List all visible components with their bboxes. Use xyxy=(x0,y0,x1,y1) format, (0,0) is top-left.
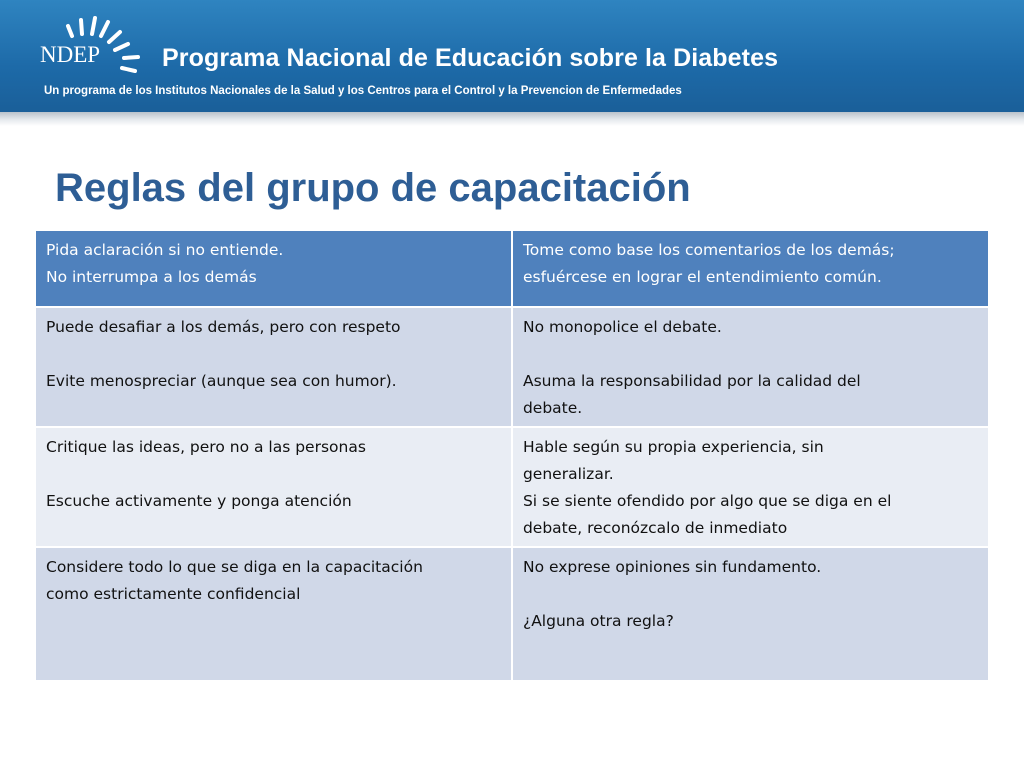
cell-line: como estrictamente confidencial xyxy=(46,585,301,603)
table-cell xyxy=(512,307,989,427)
cell-line: No monopolice el debate. xyxy=(522,318,722,336)
cell-line: Escuche activamente y ponga atención xyxy=(46,492,352,510)
program-title: Programa Nacional de Educación sobre la Diabetes xyxy=(162,44,779,72)
cell-spacer xyxy=(523,581,978,608)
cell-spacer xyxy=(46,341,501,368)
cell-line: Asuma la responsabilidad por la calidad del xyxy=(522,372,861,390)
table-row xyxy=(35,427,989,547)
table-cell xyxy=(512,230,989,307)
table-cell xyxy=(35,307,512,427)
slide-title: Reglas del grupo de capacitación xyxy=(55,166,691,210)
cell-line: ¿Alguna otra regla? xyxy=(522,612,674,630)
header-banner xyxy=(0,0,1024,112)
cell-line: debate. xyxy=(522,399,583,417)
table-cell xyxy=(35,427,512,547)
cell-line: generalizar. xyxy=(522,465,614,483)
cell-spacer xyxy=(523,341,978,368)
table-row xyxy=(35,307,989,427)
table-cell xyxy=(35,547,512,681)
ndep-logo xyxy=(40,12,150,82)
cell-line: No exprese opiniones sin fundamento. xyxy=(522,558,822,576)
cell-line: Evite menospreciar (aunque sea con humor). xyxy=(46,372,397,390)
cell-line: Critique las ideas, pero no a las personas xyxy=(46,438,366,456)
table-header-row xyxy=(35,230,989,307)
rules-table xyxy=(34,229,990,682)
program-subtitle: Un programa de los Institutos Nacionales de la Salud y los Centros para el Control y la Prevencion de Enfermedades xyxy=(44,85,682,97)
banner-shadow xyxy=(0,112,1024,126)
cell-line: Tome como base los comentarios de los demás; xyxy=(522,241,895,259)
table-cell xyxy=(35,230,512,307)
cell-line: No interrumpa a los demás xyxy=(46,268,257,286)
cell-line: debate, reconózcalo de inmediato xyxy=(522,519,788,537)
cell-line: Pida aclaración si no entiende. xyxy=(46,241,284,259)
cell-spacer xyxy=(46,461,501,488)
logo-text: NDEP xyxy=(40,42,101,67)
table-row xyxy=(35,547,989,681)
table-cell xyxy=(512,427,989,547)
cell-line: esfuércese en lograr el entendimiento común. xyxy=(522,268,882,286)
table-cell xyxy=(512,547,989,681)
cell-line: Hable según su propia experiencia, sin xyxy=(522,438,824,456)
cell-line: Puede desafiar a los demás, pero con respeto xyxy=(46,318,401,336)
cell-line: Considere todo lo que se diga en la capacitación xyxy=(46,558,423,576)
logo-dashes-icon xyxy=(40,12,150,82)
cell-line: Si se siente ofendido por algo que se diga en el xyxy=(522,492,892,510)
